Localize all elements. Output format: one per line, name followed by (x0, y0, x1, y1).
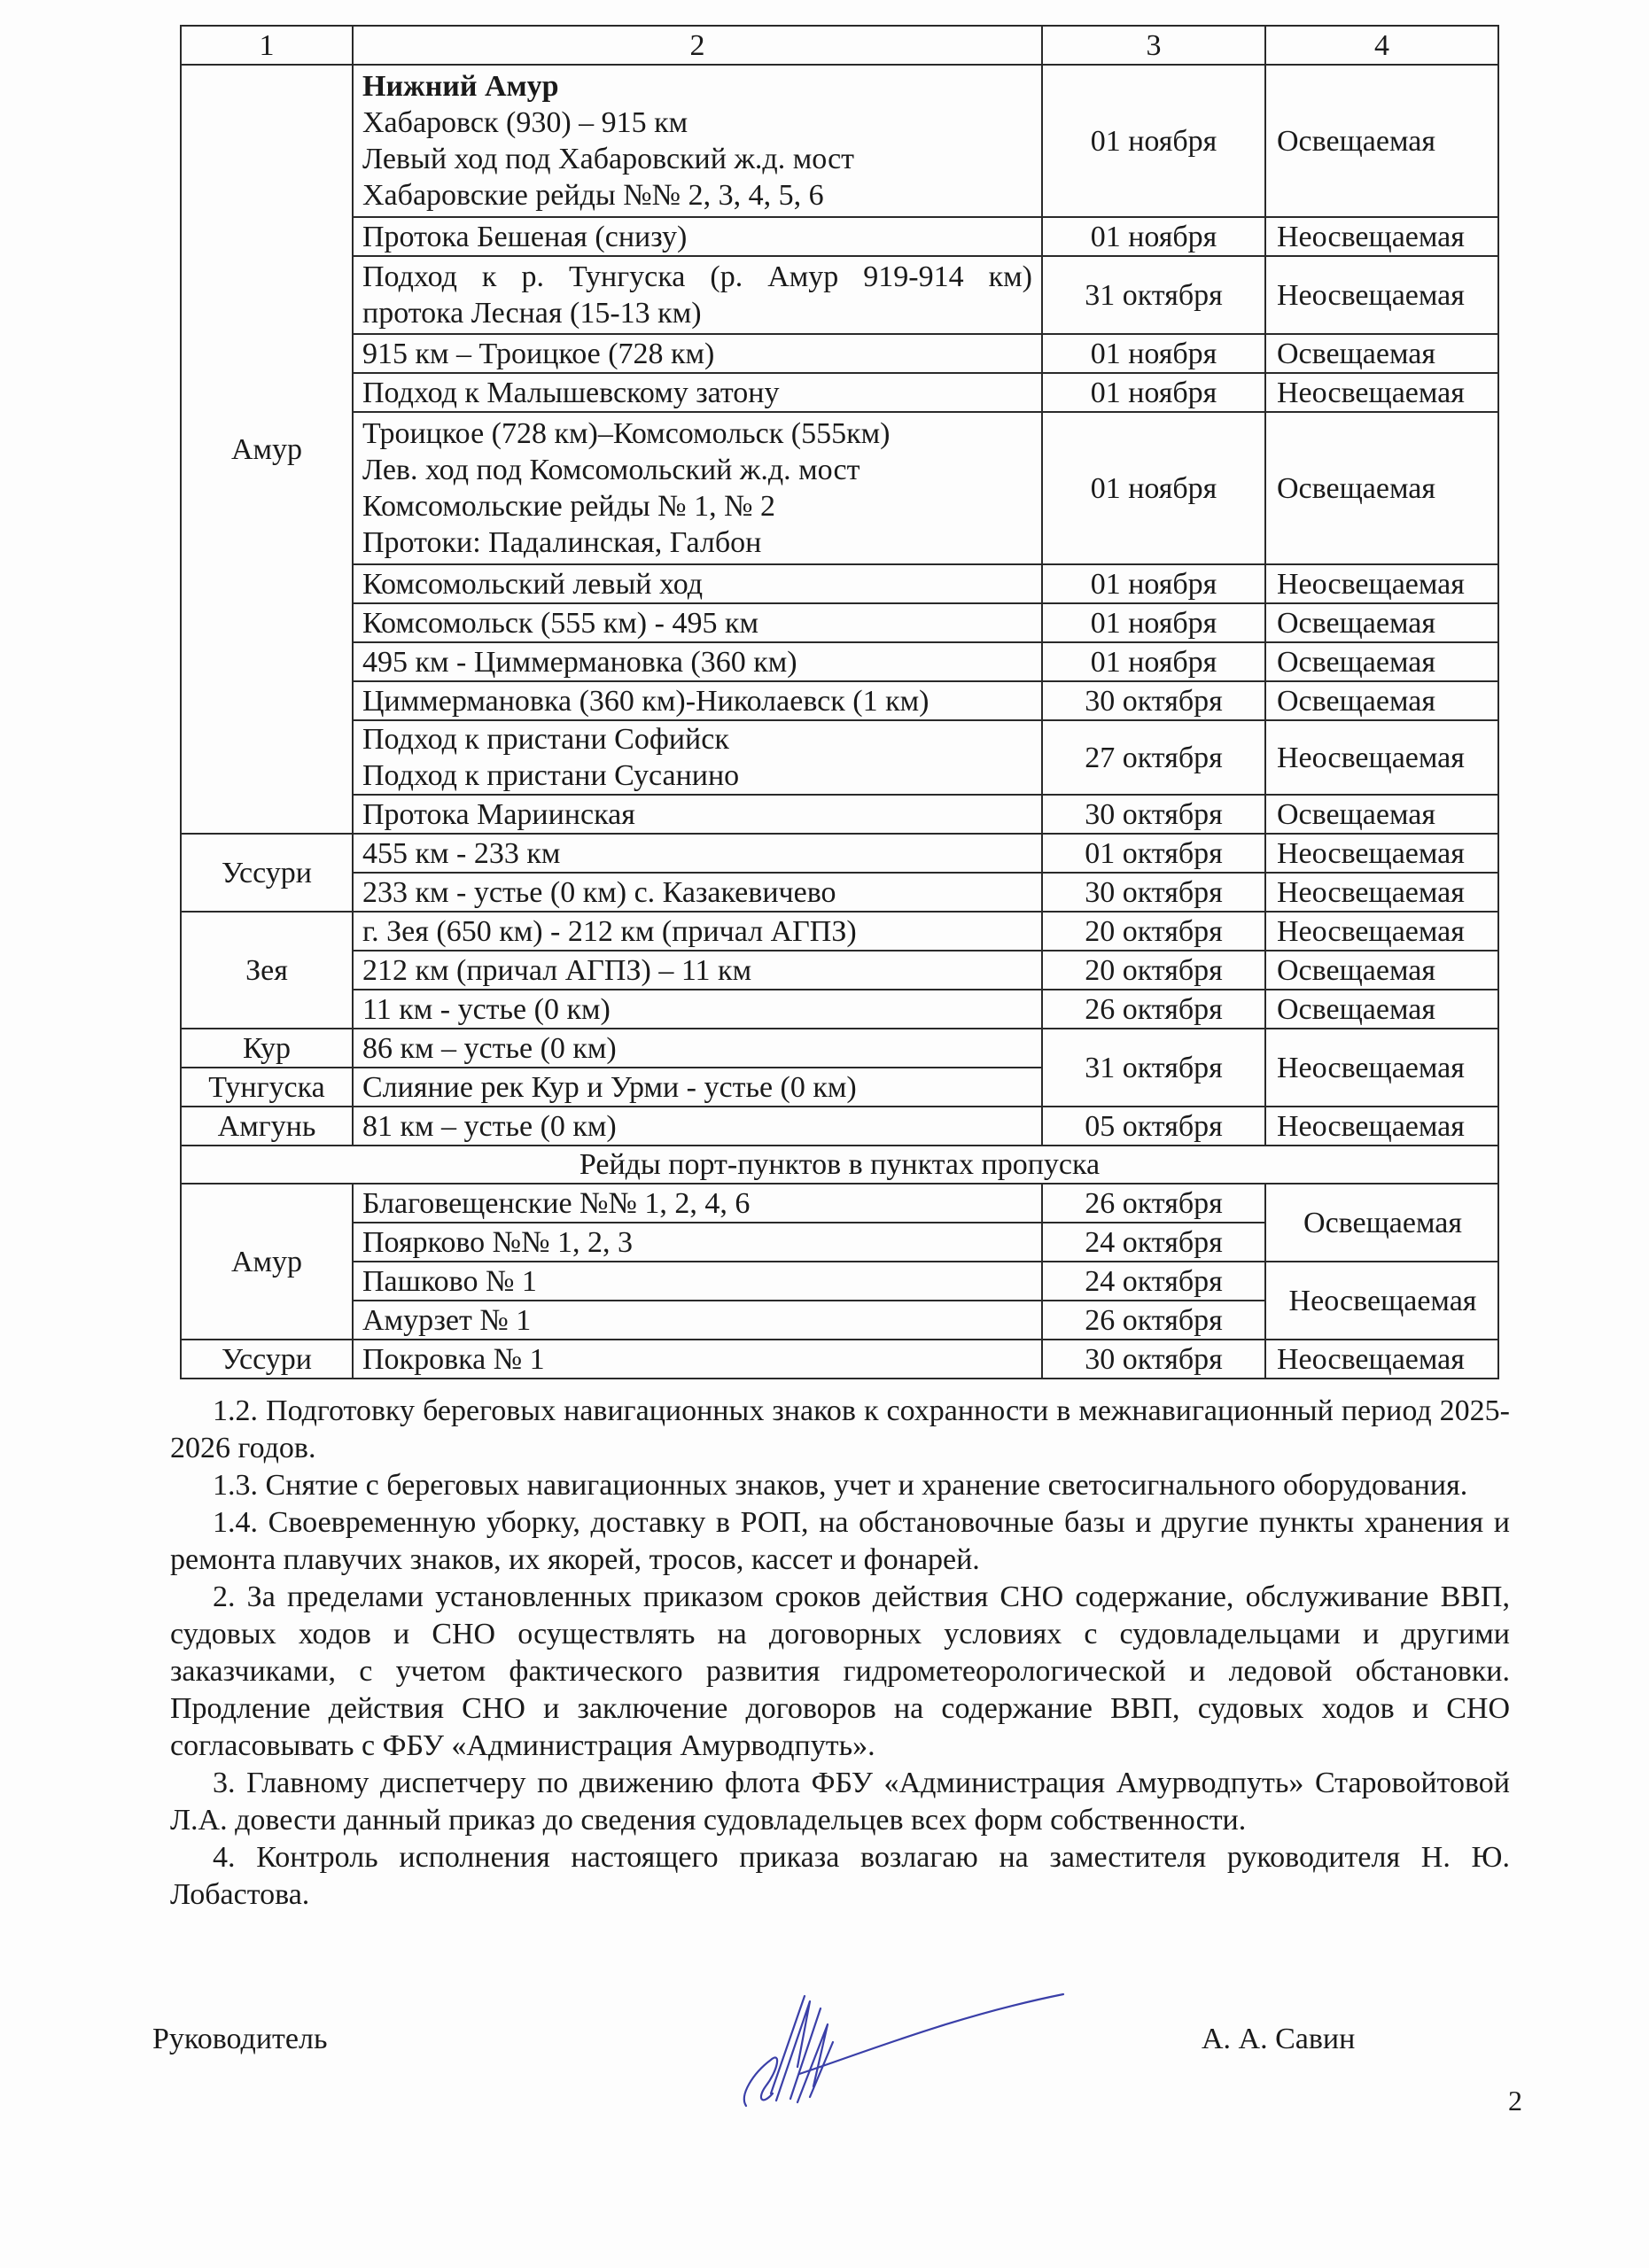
lighting-cell: Неосвещаемая (1265, 873, 1498, 912)
section-line: Протоки: Падалинская, Галбон (362, 526, 762, 559)
date-cell: 27 октября (1042, 720, 1265, 795)
section-line: Левый ход под Хабаровский ж.д. мост (362, 143, 855, 175)
date-cell: 24 октября (1042, 1223, 1265, 1262)
section-cell: 81 км – устье (0 км) (353, 1107, 1042, 1146)
date-cell: 01 ноября (1042, 373, 1265, 412)
date-cell: 30 октября (1042, 795, 1265, 834)
page-number: 2 (1508, 2085, 1522, 2117)
date-cell: 20 октября (1042, 912, 1265, 951)
section-cell: 495 км - Циммермановка (360 км) (353, 642, 1042, 681)
paragraph-4: 4. Контроль исполнения настоящего приказа возлагаю на заместителя руководителя Н. Ю. Лобастова. (170, 1841, 1510, 1911)
date-cell: 01 октября (1042, 834, 1265, 873)
table-row (181, 1262, 1498, 1301)
section-cell: Комсомольск (555 км) - 495 км (353, 603, 1042, 642)
date-cell: 26 октября (1042, 1301, 1265, 1340)
section-cell: 212 км (причал АГПЗ) – 11 км (353, 951, 1042, 990)
date-cell: 30 октября (1042, 873, 1265, 912)
section-cell: Благовещенские №№ 1, 2, 4, 6 (353, 1184, 1042, 1223)
paragraph-1-2: 1.2. Подготовку береговых навигационных знаков к сохранности в межнавигационный период 2025-2026 годов. (170, 1394, 1510, 1464)
section-cell: 915 км – Троицкое (728 км) (353, 334, 1042, 373)
river-cell: Амур (181, 1184, 353, 1340)
section-line: Подход к р. Тунгуска (р. Амур 919-914 км) (362, 260, 1032, 293)
date-cell: 05 октября (1042, 1107, 1265, 1146)
table-row (181, 373, 1498, 412)
section-cell: Протока Бешеная (снизу) (353, 217, 1042, 256)
section-line: Хабаровск (930) – 915 км (362, 106, 688, 139)
lighting-cell: Неосвещаемая (1265, 1029, 1498, 1107)
handwritten-signature-icon (735, 1989, 1072, 2113)
date-cell: 24 октября (1042, 1262, 1265, 1301)
table-row (181, 873, 1498, 912)
river-cell: Амур (181, 65, 353, 834)
table-row (181, 1107, 1498, 1146)
section-cell: Поярково №№ 1, 2, 3 (353, 1223, 1042, 1262)
paragraph-1-4: 1.4. Своевременную уборку, доставку в РОП, на обстановочные базы и другие пункты хранения и ремонта плавучих знаков, их якорей, тросов, кассет и фонарей. (170, 1506, 1510, 1576)
table-row (181, 217, 1498, 256)
column-header-2: 2 (353, 26, 1042, 65)
river-cell: Тунгуска (181, 1068, 353, 1107)
date-cell: 01 ноября (1042, 412, 1265, 564)
date-cell: 30 октября (1042, 681, 1265, 720)
ports-section-title: Рейды порт-пунктов в пунктах пропуска (181, 1146, 1498, 1184)
table-row (181, 951, 1498, 990)
table-row (181, 334, 1498, 373)
section-cell: Амурзет № 1 (353, 1301, 1042, 1340)
river-cell: Уссури (181, 834, 353, 912)
section-heading: Нижний Амур (362, 70, 559, 103)
table-row (181, 65, 1498, 217)
section-cell (353, 65, 1042, 217)
table-row (181, 412, 1498, 564)
lighting-cell: Освещаемая (1265, 642, 1498, 681)
signatory-name: А. А. Савин (1202, 2023, 1356, 2055)
section-cell: Циммермановка (360 км)-Николаевск (1 км) (353, 681, 1042, 720)
date-cell: 01 ноября (1042, 603, 1265, 642)
column-header-4: 4 (1265, 26, 1498, 65)
section-cell: Покровка № 1 (353, 1340, 1042, 1379)
section-cell: 86 км – устье (0 км) (353, 1029, 1042, 1068)
date-cell: 30 октября (1042, 1340, 1265, 1379)
lighting-cell: Освещаемая (1265, 334, 1498, 373)
section-line: Подход к пристани Сусанино (362, 759, 740, 792)
table-row (181, 834, 1498, 873)
lighting-cell: Неосвещаемая (1265, 256, 1498, 334)
signatory-title: Руководитель (152, 2023, 328, 2055)
lighting-cell: Неосвещаемая (1265, 912, 1498, 951)
date-cell: 01 ноября (1042, 65, 1265, 217)
order-body (170, 1393, 1510, 1914)
section-line: Хабаровские рейды №№ 2, 3, 4, 5, 6 (362, 179, 824, 212)
lighting-cell: Неосвещаемая (1265, 373, 1498, 412)
table-row (181, 1029, 1498, 1068)
lighting-cell: Неосвещаемая (1265, 1107, 1498, 1146)
lighting-cell: Неосвещаемая (1265, 1262, 1498, 1340)
section-cell (353, 720, 1042, 795)
section-cell: Комсомольский левый ход (353, 564, 1042, 603)
date-cell: 31 октября (1042, 256, 1265, 334)
table-row (181, 256, 1498, 334)
section-title-row (181, 1146, 1498, 1184)
column-header-1: 1 (181, 26, 353, 65)
river-cell: Кур (181, 1029, 353, 1068)
section-line: протока Лесная (15-13 км) (362, 297, 702, 330)
paragraph-3: 3. Главному диспетчеру по движению флота ФБУ «Администрация Амурводпуть» Старовойтовой Л.А. довести данный приказ до сведения судовладельцев всех форм собственности. (170, 1767, 1510, 1837)
date-cell: 20 октября (1042, 951, 1265, 990)
table-row (181, 642, 1498, 681)
section-cell: 11 км - устье (0 км) (353, 990, 1042, 1029)
navigation-schedule-table (180, 25, 1499, 1379)
lighting-cell: Освещаемая (1265, 951, 1498, 990)
section-cell (353, 256, 1042, 334)
lighting-cell: Неосвещаемая (1265, 564, 1498, 603)
date-cell: 01 ноября (1042, 334, 1265, 373)
date-cell: 26 октября (1042, 1184, 1265, 1223)
lighting-cell: Неосвещаемая (1265, 834, 1498, 873)
section-cell: Подход к Малышевскому затону (353, 373, 1042, 412)
date-cell: 26 октября (1042, 990, 1265, 1029)
table-row (181, 720, 1498, 795)
paragraph-2: 2. За пределами установленных приказом сроков действия СНО содержание, обслуживание ВВП, судовых ходов и СНО осуществлять на договорных условиях с судовладельцами и другими заказчиками, с учетом фактического развития гидрометеорологической и ледовой обстановки. Продление действия СНО и заключение договоров на содержание ВВП, судовых ходов и СНО согласовывать с ФБУ «Администрация Амурводпуть». (170, 1581, 1510, 1762)
lighting-cell: Освещаемая (1265, 990, 1498, 1029)
table-row (181, 681, 1498, 720)
table-row (181, 1340, 1498, 1379)
section-cell (353, 412, 1042, 564)
section-line: Лев. ход под Комсомольский ж.д. мост (362, 454, 860, 486)
section-line: Подход к пристани Софийск (362, 723, 729, 756)
lighting-cell: Освещаемая (1265, 603, 1498, 642)
date-cell: 01 ноября (1042, 642, 1265, 681)
table-row (181, 564, 1498, 603)
table-header-row (181, 26, 1498, 65)
date-cell: 01 ноября (1042, 564, 1265, 603)
section-cell: 455 км - 233 км (353, 834, 1042, 873)
section-line: Троицкое (728 км)–Комсомольск (555км) (362, 417, 891, 450)
lighting-cell: Неосвещаемая (1265, 720, 1498, 795)
table-row (181, 990, 1498, 1029)
lighting-cell: Освещаемая (1265, 65, 1498, 217)
date-cell: 31 октября (1042, 1029, 1265, 1107)
lighting-cell: Неосвещаемая (1265, 1340, 1498, 1379)
lighting-cell: Неосвещаемая (1265, 217, 1498, 256)
section-cell: 233 км - устье (0 км) с. Казакевичево (353, 873, 1042, 912)
paragraph-1-3: 1.3. Снятие с береговых навигационных знаков, учет и хранение светосигнального оборудования. (213, 1469, 1468, 1502)
date-cell: 01 ноября (1042, 217, 1265, 256)
section-cell: Слияние рек Кур и Урми - устье (0 км) (353, 1068, 1042, 1107)
section-cell: Пашково № 1 (353, 1262, 1042, 1301)
section-line: Комсомольские рейды № 1, № 2 (362, 490, 776, 523)
table-row (181, 912, 1498, 951)
river-cell: Уссури (181, 1340, 353, 1379)
river-cell: Амгунь (181, 1107, 353, 1146)
table-row (181, 1184, 1498, 1223)
lighting-cell: Освещаемая (1265, 681, 1498, 720)
section-cell: г. Зея (650 км) - 212 км (причал АГПЗ) (353, 912, 1042, 951)
lighting-cell: Освещаемая (1265, 1184, 1498, 1262)
table-row (181, 795, 1498, 834)
section-cell: Протока Мариинская (353, 795, 1042, 834)
lighting-cell: Освещаемая (1265, 412, 1498, 564)
lighting-cell: Освещаемая (1265, 795, 1498, 834)
column-header-3: 3 (1042, 26, 1265, 65)
table-row (181, 603, 1498, 642)
river-cell: Зея (181, 912, 353, 1029)
